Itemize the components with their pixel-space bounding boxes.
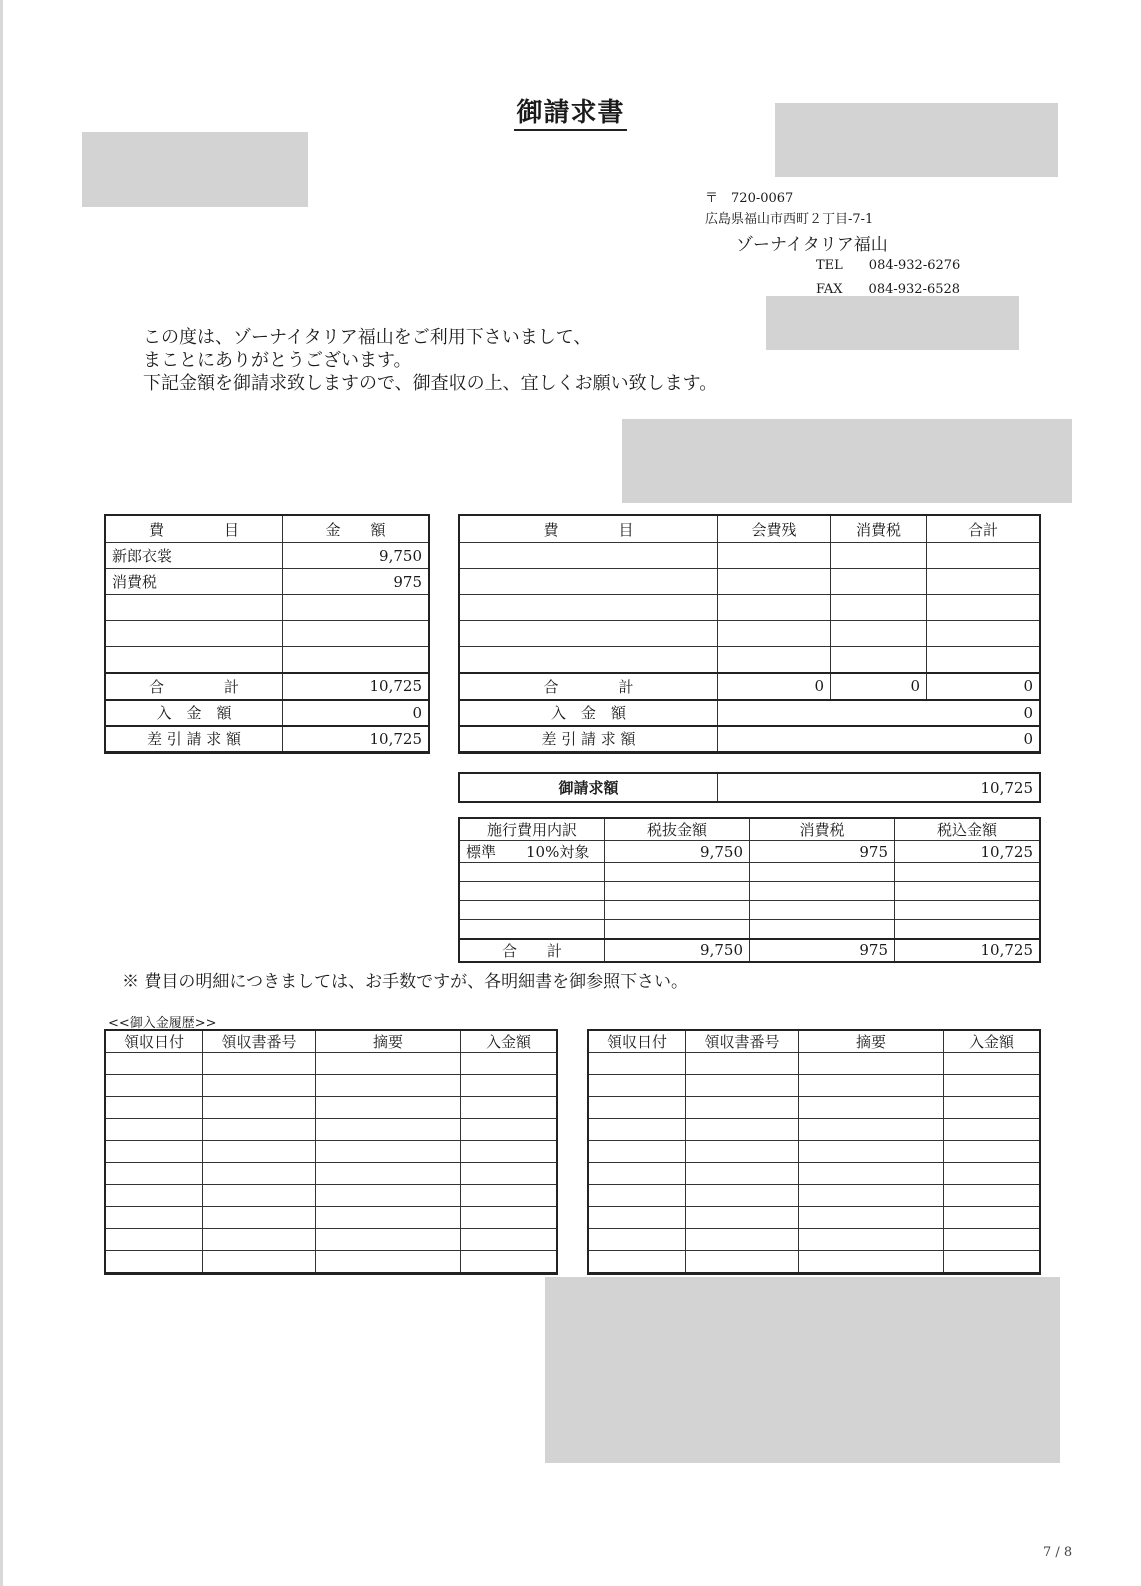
table-row — [589, 1119, 1040, 1141]
table-header-row — [589, 1031, 1040, 1053]
history-cell — [589, 1229, 686, 1251]
total-value: 10,725 — [283, 673, 429, 700]
history-cell — [106, 1251, 203, 1273]
cell-item: 新郎衣裳 — [106, 543, 283, 569]
header-summary: 摘要 — [799, 1031, 944, 1053]
balance-row — [460, 726, 1040, 752]
table-row — [589, 1251, 1040, 1273]
balance-value: 0 — [718, 726, 1040, 752]
history-cell — [461, 1163, 557, 1185]
history-cell — [461, 1251, 557, 1273]
history-cell — [944, 1163, 1040, 1185]
table-row — [589, 1207, 1040, 1229]
greeting-letter — [143, 326, 717, 395]
table-row — [106, 1075, 557, 1097]
table-row — [106, 1141, 557, 1163]
history-cell — [799, 1229, 944, 1251]
header-item: 費 目 — [460, 516, 718, 543]
company-fax: FAX 084-932-6528 — [816, 282, 961, 297]
history-cell — [461, 1185, 557, 1207]
deposit-value: 0 — [283, 700, 429, 726]
deposit-row — [106, 700, 429, 726]
table-row — [589, 1185, 1040, 1207]
table-header-row — [460, 516, 1040, 543]
table-row — [460, 543, 1040, 569]
history-cell — [461, 1119, 557, 1141]
table-header-row — [460, 819, 1040, 841]
history-cell — [944, 1119, 1040, 1141]
history-cell — [944, 1251, 1040, 1273]
table-row — [460, 569, 1040, 595]
cell-amount: 9,750 — [283, 543, 429, 569]
history-cell — [799, 1251, 944, 1273]
table-row — [460, 882, 1040, 901]
table-row — [106, 1251, 557, 1273]
total-tax: 0 — [831, 673, 927, 700]
history-rows — [589, 1053, 1040, 1273]
history-cell — [686, 1097, 799, 1119]
history-cell — [799, 1163, 944, 1185]
header-summary: 摘要 — [316, 1031, 461, 1053]
payment-history-label: <<御入金履歴>> — [108, 1016, 217, 1031]
document-title: 御請求書 — [0, 92, 1141, 129]
table-row — [106, 595, 429, 621]
history-cell — [686, 1229, 799, 1251]
payment-history-left — [105, 1030, 557, 1274]
header-tax: 消費税 — [831, 516, 927, 543]
history-cell — [686, 1119, 799, 1141]
header-tax: 消費税 — [750, 819, 895, 841]
history-cell — [106, 1053, 203, 1075]
history-cell — [799, 1097, 944, 1119]
deposit-label: 入 金 額 — [460, 700, 718, 726]
table-row — [589, 1053, 1040, 1075]
company-name: ゾーナイタリア福山 — [736, 235, 888, 255]
redacted-recipient — [82, 132, 308, 207]
billing-row — [460, 774, 1040, 802]
history-cell — [106, 1207, 203, 1229]
history-cell — [316, 1053, 461, 1075]
table-row — [106, 1119, 557, 1141]
cell-item — [106, 647, 283, 673]
history-cell — [686, 1251, 799, 1273]
table-row — [460, 621, 1040, 647]
history-cell — [461, 1229, 557, 1251]
history-cell — [316, 1207, 461, 1229]
deposit-value: 0 — [718, 700, 1040, 726]
history-cell — [316, 1229, 461, 1251]
history-cell — [686, 1141, 799, 1163]
history-cell — [316, 1163, 461, 1185]
history-cell — [203, 1075, 316, 1097]
history-cell — [461, 1207, 557, 1229]
history-cell — [799, 1119, 944, 1141]
greeting-line: まことにありがとうございます。 — [143, 350, 412, 371]
table-row — [106, 1163, 557, 1185]
table-row — [106, 1053, 557, 1075]
table-row — [589, 1097, 1040, 1119]
total-row — [106, 673, 429, 700]
history-cell — [203, 1053, 316, 1075]
history-cell — [686, 1185, 799, 1207]
table-row — [460, 901, 1040, 920]
history-cell — [944, 1229, 1040, 1251]
total-row — [460, 939, 1040, 962]
header-receipt-number: 領収書番号 — [686, 1031, 799, 1053]
history-cell — [686, 1075, 799, 1097]
history-cell — [944, 1207, 1040, 1229]
history-cell — [316, 1097, 461, 1119]
history-cell — [203, 1163, 316, 1185]
redacted-issuer-seal — [766, 296, 1019, 350]
table-row — [106, 1207, 557, 1229]
table-row — [460, 841, 1040, 863]
balance-value: 10,725 — [283, 726, 429, 752]
header-amount: 金 額 — [283, 516, 429, 543]
table-row — [460, 647, 1040, 673]
table-row — [106, 621, 429, 647]
note-text: ※ 費目の明細につきましては、お手数ですが、各明細書を御参照下さい。 — [122, 972, 689, 992]
table-row — [106, 1097, 557, 1119]
header-tax-included: 税込金額 — [895, 819, 1040, 841]
history-cell — [106, 1119, 203, 1141]
history-cell — [316, 1185, 461, 1207]
history-cell — [686, 1207, 799, 1229]
history-rows — [106, 1053, 557, 1273]
history-cell — [461, 1075, 557, 1097]
history-cell — [799, 1207, 944, 1229]
total-label: 合 計 — [106, 673, 283, 700]
table-row — [106, 569, 429, 595]
history-cell — [203, 1185, 316, 1207]
history-cell — [589, 1053, 686, 1075]
table-row — [460, 595, 1040, 621]
history-cell — [106, 1185, 203, 1207]
page-number: 7 / 8 — [1043, 1545, 1073, 1560]
cell-tax: 975 — [750, 841, 895, 863]
history-cell — [589, 1097, 686, 1119]
cell-item — [106, 595, 283, 621]
history-cell — [589, 1119, 686, 1141]
history-cell — [589, 1185, 686, 1207]
cell-category: 標準 10%対象 — [460, 841, 605, 863]
deposit-row — [460, 700, 1040, 726]
billing-value: 10,725 — [718, 774, 1040, 802]
table-row — [589, 1229, 1040, 1251]
header-receipt-date: 領収日付 — [589, 1031, 686, 1053]
header-receipt-number: 領収書番号 — [203, 1031, 316, 1053]
cell-amount — [283, 621, 429, 647]
history-cell — [203, 1229, 316, 1251]
history-cell — [944, 1075, 1040, 1097]
table-row — [589, 1163, 1040, 1185]
cell-amount — [283, 595, 429, 621]
header-breakdown: 施行費用内訳 — [460, 819, 605, 841]
table-header-row — [106, 516, 429, 543]
table-row — [106, 647, 429, 673]
header-pre-tax: 税抜金額 — [605, 819, 750, 841]
header-fee-balance: 会費残 — [718, 516, 831, 543]
total-label: 合 計 — [460, 939, 605, 962]
total-tax-included: 10,725 — [895, 939, 1040, 962]
redacted-info — [622, 419, 1072, 503]
history-cell — [106, 1163, 203, 1185]
history-cell — [461, 1053, 557, 1075]
redacted-bottom — [545, 1277, 1060, 1463]
header-receipt-date: 領収日付 — [106, 1031, 203, 1053]
company-tel: TEL 084-932-6276 — [816, 258, 961, 273]
table-row — [460, 863, 1040, 882]
total-tax: 975 — [750, 939, 895, 962]
header-sum: 合計 — [927, 516, 1040, 543]
history-cell — [589, 1207, 686, 1229]
history-cell — [203, 1207, 316, 1229]
deposit-label: 入 金 額 — [106, 700, 283, 726]
history-cell — [106, 1229, 203, 1251]
history-cell — [203, 1251, 316, 1273]
header-payment-amount: 入金額 — [944, 1031, 1040, 1053]
history-cell — [944, 1053, 1040, 1075]
table-row — [106, 1185, 557, 1207]
history-cell — [461, 1141, 557, 1163]
history-cell — [316, 1119, 461, 1141]
history-cell — [316, 1251, 461, 1273]
header-payment-amount: 入金額 — [461, 1031, 557, 1053]
greeting-line: この度は、ゾーナイタリア福山をご利用下さいまして、 — [143, 327, 592, 348]
history-cell — [686, 1163, 799, 1185]
history-cell — [461, 1097, 557, 1119]
cell-amount: 975 — [283, 569, 429, 595]
cell-amount — [283, 647, 429, 673]
history-cell — [203, 1097, 316, 1119]
total-label: 合 計 — [460, 673, 718, 700]
table-row — [106, 1229, 557, 1251]
history-cell — [316, 1075, 461, 1097]
balance-label: 差 引 請 求 額 — [460, 726, 718, 752]
total-sum: 0 — [927, 673, 1040, 700]
history-cell — [686, 1053, 799, 1075]
header-item: 費 目 — [106, 516, 283, 543]
history-cell — [799, 1075, 944, 1097]
history-cell — [589, 1251, 686, 1273]
history-cell — [316, 1141, 461, 1163]
company-address: 広島県福山市西町２丁目-7-1 — [705, 212, 874, 227]
balance-row — [106, 726, 429, 752]
history-cell — [589, 1075, 686, 1097]
history-cell — [589, 1141, 686, 1163]
history-cell — [203, 1119, 316, 1141]
cell-tax-included: 10,725 — [895, 841, 1040, 863]
page-edge — [0, 0, 3, 1586]
payment-history-right — [588, 1030, 1040, 1274]
cell-item — [106, 621, 283, 647]
history-cell — [203, 1141, 316, 1163]
history-cell — [799, 1053, 944, 1075]
history-cell — [106, 1097, 203, 1119]
total-pre-tax: 9,750 — [605, 939, 750, 962]
history-cell — [106, 1075, 203, 1097]
history-cell — [106, 1141, 203, 1163]
table-row — [460, 920, 1040, 939]
postal-line: 〒 720-0067 — [705, 191, 794, 206]
history-cell — [944, 1185, 1040, 1207]
total-fee-balance: 0 — [718, 673, 831, 700]
cell-pre-tax: 9,750 — [605, 841, 750, 863]
greeting-line: 下記金額を御請求致しますので、御査収の上、宜しくお願い致します。 — [143, 373, 718, 394]
table-row — [106, 543, 429, 569]
billing-label: 御請求額 — [460, 774, 718, 802]
table-row — [589, 1141, 1040, 1163]
table-header-row — [106, 1031, 557, 1053]
summary-table-right — [459, 515, 1040, 753]
history-cell — [799, 1185, 944, 1207]
billing-amount-box — [459, 773, 1040, 802]
table-row — [589, 1075, 1040, 1097]
balance-label: 差 引 請 求 額 — [106, 726, 283, 752]
cell-item: 消費税 — [106, 569, 283, 595]
redacted-issuer-top — [775, 103, 1058, 177]
history-cell — [799, 1141, 944, 1163]
history-cell — [944, 1097, 1040, 1119]
history-cell — [944, 1141, 1040, 1163]
history-cell — [589, 1163, 686, 1185]
summary-table-left — [105, 515, 429, 753]
cost-breakdown-table — [459, 818, 1040, 962]
total-row — [460, 673, 1040, 700]
